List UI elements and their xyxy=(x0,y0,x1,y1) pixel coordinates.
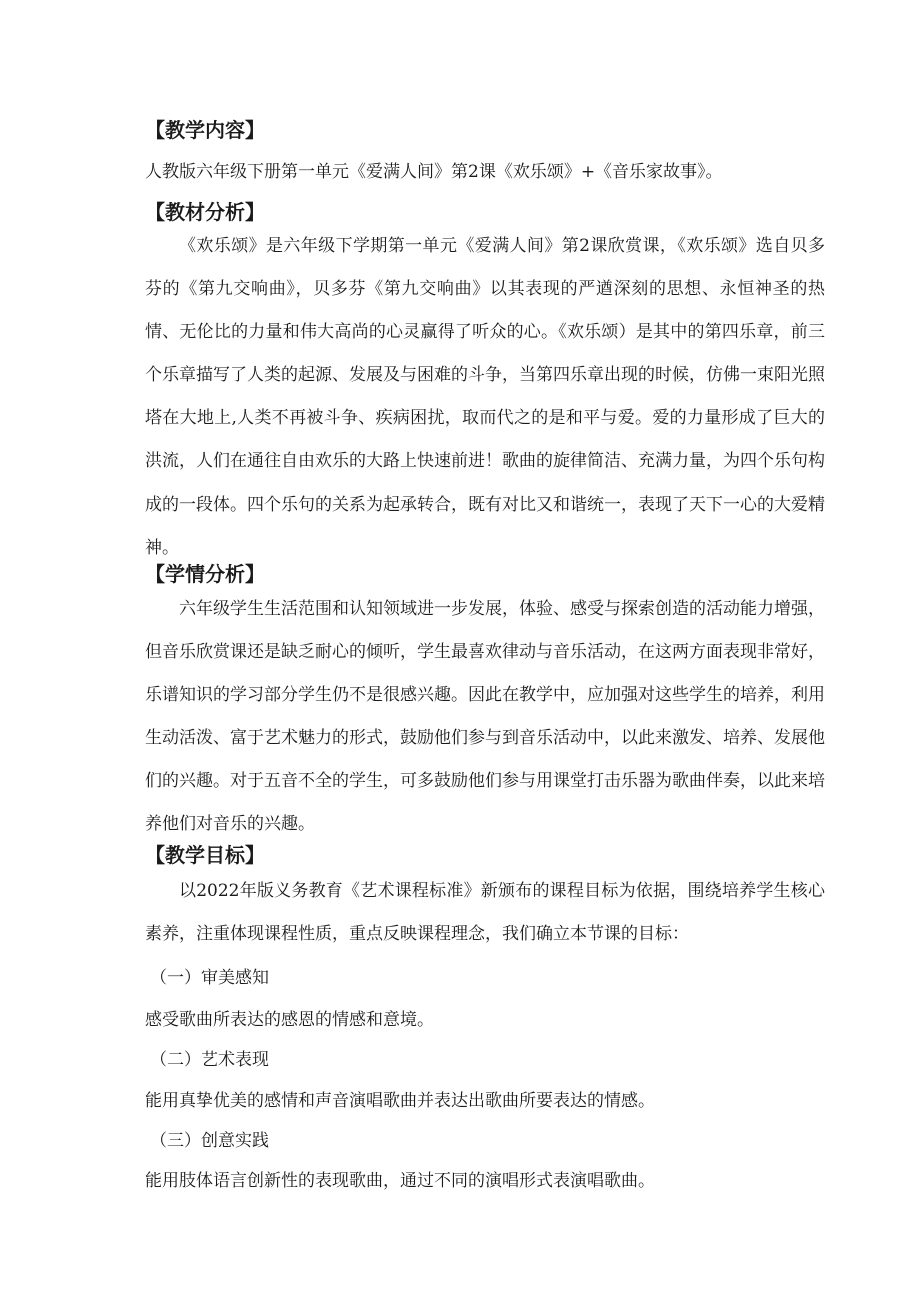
goal-item-title: （三）创意实践 xyxy=(150,1131,269,1151)
goal-item-text: 能用真挚优美的感情和声音演唱歌曲并表达出歌曲所要表达的情感。 xyxy=(145,1091,655,1111)
goal-item-text: 感受歌曲所表达的感恩的情感和意境。 xyxy=(145,1010,434,1030)
student-analysis-text: 六年级学生生活范围和认知领域进一步发展，体验、感受与探索创造的活动能力增强，但音乐欣赏课还是缺乏耐心的倾听，学生最喜欢律动与音乐活动，在这两方面表现非常好，乐谱知识的学习部分学生仍不是很感兴趣。因此在教学中，应加强对这些学生的培养，利用生动活泼、富于艺术魅力的形式，鼓励他们参与到音乐活动中，以此来激发、培养、发展他们的兴趣。对于五音不全的学生，可多鼓励他们参与用课堂打击乐器为歌曲伴奏，以此来培养他们对音乐的兴趣。 xyxy=(145,599,825,835)
heading-student-analysis: 【学情分析】 xyxy=(145,562,265,586)
teaching-goals-intro: 以2022年版义务教育《艺术课程标准》新颁布的课程目标为依据，围绕培养学生核心素养，注重体现课程性质，重点反映课程理念，我们确立本节课的目标： xyxy=(145,881,825,945)
material-analysis-text: 《欢乐颂》是六年级下学期第一单元《爱满人间》第2课欣赏课，《欢乐颂》选自贝多芬的《第九交响曲》，贝多芬《第九交响曲》以其表现的严遒深刻的思想、永恒神圣的热情、无伦比的力量和伟大高尚的心灵赢得了听众的心。《欢乐颂）是其中的第四乐章，前三个乐章描写了人类的起源、发展及与困难的斗争，当第四乐章出现的时候，仿佛一束阳光照塔在大地上,人类不再被斗争、疾病困扰，取而代之的是和平与爱。爱的力量形成了巨大的洪流，人们在通往自由欢乐的大路上快速前进！歌曲的旋律简洁、充满力量，为四个乐句构成的一段体。四个乐句的关系为起承转合，既有对比又和谐统一，表现了天下一心的大爱精神。 xyxy=(145,236,825,558)
heading-teaching-goals: 【教学目标】 xyxy=(145,843,265,867)
teaching-content-text: 人教版六年级下册第一单元《爱满人间》第2课《欢乐颂》+《音乐家故事》。 xyxy=(145,162,723,182)
heading-teaching-content: 【教学内容】 xyxy=(145,118,265,142)
heading-material-analysis: 【教材分析】 xyxy=(145,200,265,224)
goal-item-title: （二）艺术表现 xyxy=(150,1050,269,1070)
goal-item-title: （一）审美感知 xyxy=(150,968,269,988)
goal-item-text: 能用肢体语言创新性的表现歌曲，通过不同的演唱形式表演唱歌曲。 xyxy=(145,1171,655,1191)
